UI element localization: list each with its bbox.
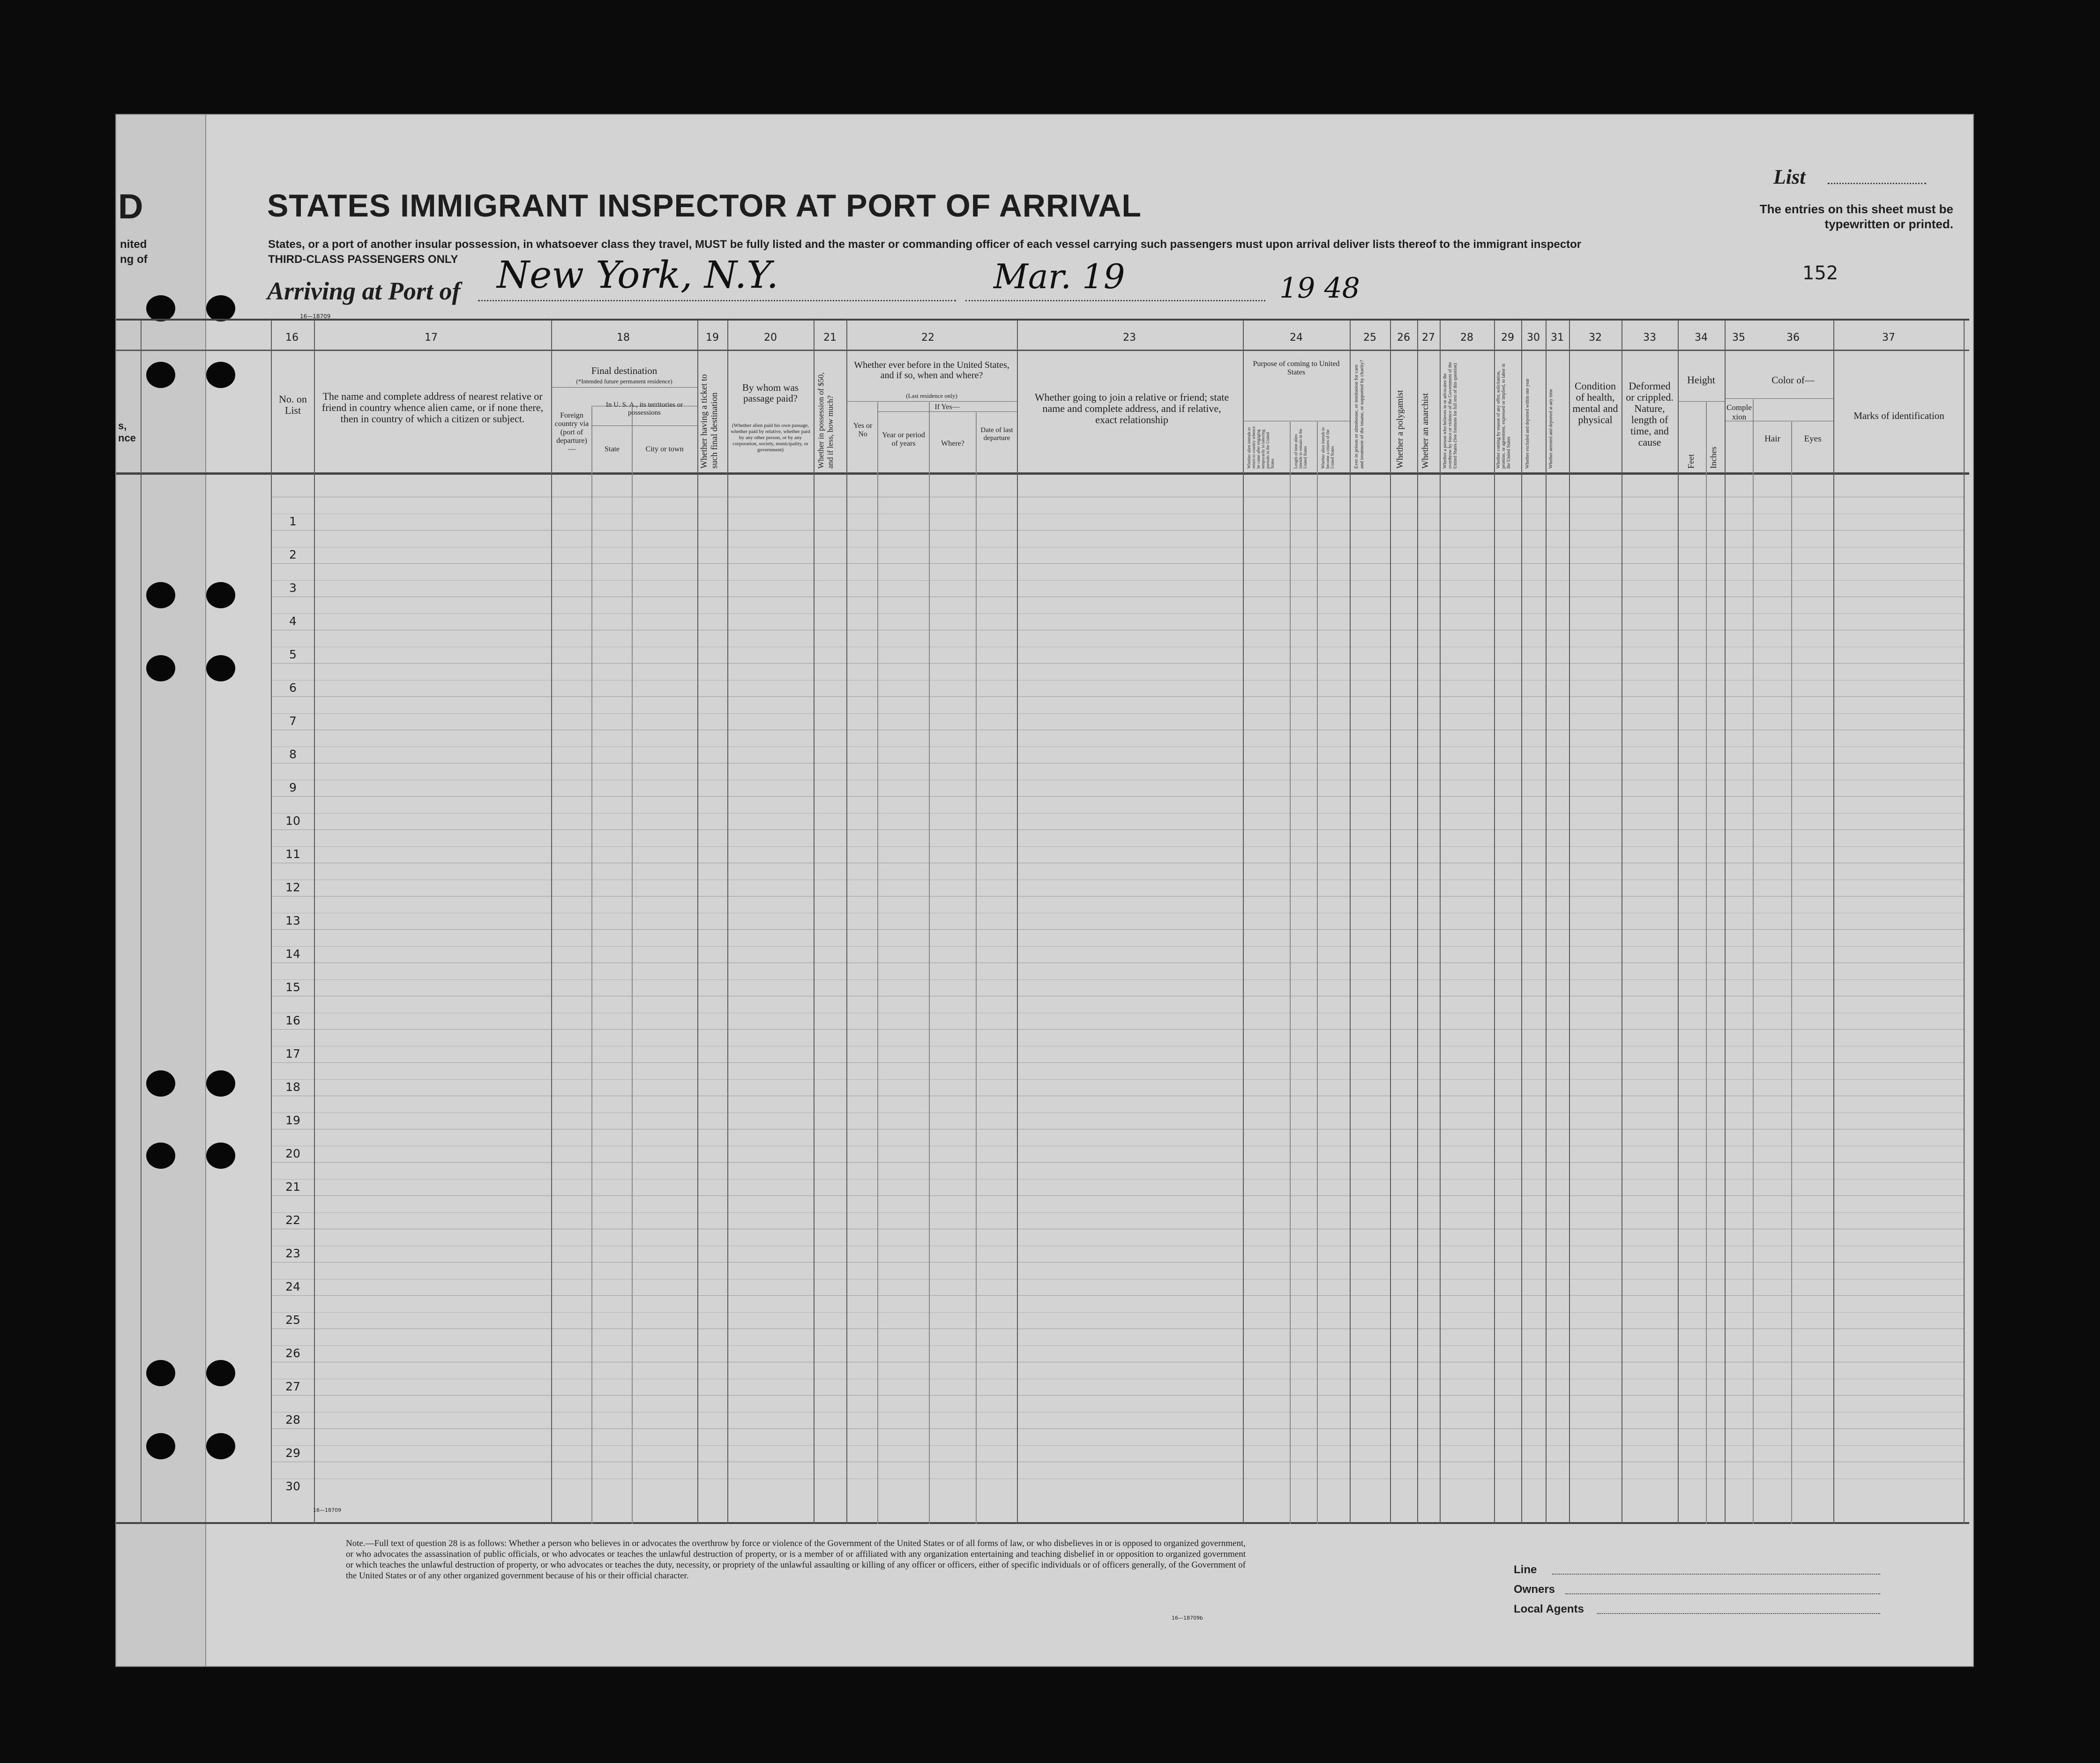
- arriving-date: Mar. 19: [994, 257, 1125, 296]
- header-state: State: [605, 445, 620, 453]
- header-excluded: Whether excluded and deported within one year: [1525, 378, 1530, 469]
- header-nearest-relative: The name and complete address of nearest relative or friend in country whence alien came, or if none there, then in country of which a citizen or subject.: [321, 390, 544, 425]
- column-rule: [846, 320, 847, 1524]
- row-number: 19: [285, 1113, 300, 1127]
- row-number: 14: [285, 947, 300, 961]
- header-passage-paid: By whom was passage paid?: [742, 382, 799, 404]
- punch-hole: [206, 1433, 235, 1459]
- footnote-code: 16—18709b: [1172, 1615, 1203, 1621]
- row-rule: [271, 929, 1964, 930]
- header-join-relative: Whether going to join a relative or friend; state name and complete address, and if relative, exact relationship: [1034, 391, 1229, 426]
- punch-hole: [206, 362, 235, 388]
- row-number: 6: [289, 681, 297, 695]
- col-number: 22: [921, 332, 934, 344]
- row-number: 23: [285, 1247, 300, 1260]
- row-rule: [271, 1395, 1964, 1396]
- column-rule: [1546, 320, 1547, 1524]
- form-code: 16—18709: [300, 313, 331, 320]
- header-offer-labor: Whether coming by reason of any offer, solicitation, promise, or agreement, expressed or implied, to labor in the United States: [1496, 363, 1511, 469]
- header-passage-paid-sub: (Whether alien paid his own passage, whether paid by relative, whether paid by any other person, or by any corporation, society, municipality, or government): [731, 423, 810, 453]
- punch-hole: [146, 655, 175, 681]
- row-number: 3: [289, 581, 297, 595]
- column-rule: [697, 320, 698, 1524]
- table-top-border: [116, 319, 1969, 321]
- header-usa: In U. S. A., its territories or possessions: [605, 401, 683, 417]
- column-rule: [1390, 320, 1391, 1524]
- row-rule: [271, 1428, 1964, 1429]
- arriving-port: New York, N.Y.: [497, 253, 779, 297]
- col-number: 16: [285, 332, 299, 344]
- header-foreign-country: Foreign country via (port of departure)—: [554, 411, 589, 453]
- row-rule: [271, 1295, 1964, 1296]
- left-fragment-text: s,: [118, 420, 127, 432]
- row-rule: [271, 1195, 1964, 1196]
- row-number: 13: [285, 914, 300, 927]
- header-purpose-c: Whether alien intends to become a citizen of the United States: [1321, 427, 1335, 469]
- col-number: 24: [1290, 332, 1303, 344]
- table-bottom-border: [116, 1522, 1969, 1524]
- line-label: Line: [1514, 1563, 1537, 1576]
- row-number: 24: [285, 1280, 300, 1293]
- left-fragment-text: ng of: [120, 253, 148, 266]
- header-anarchist: Whether an anarchist: [1420, 393, 1430, 469]
- header-where: Where?: [941, 440, 964, 448]
- column-rule: [1569, 320, 1570, 1524]
- column-rule: [1521, 320, 1522, 1524]
- col-number: 31: [1551, 332, 1564, 344]
- header-final-destination-sub: (*Intended future permanent residence): [576, 378, 673, 385]
- punch-hole: [146, 295, 175, 321]
- header-city: City or town: [645, 445, 684, 453]
- row-rule: [271, 1445, 1964, 1446]
- row-rule: [271, 1179, 1964, 1180]
- row-rule: [271, 713, 1964, 714]
- punch-hole: [206, 295, 235, 321]
- row-number: 26: [285, 1346, 300, 1360]
- row-number: 9: [289, 781, 297, 794]
- header-purpose: Purpose of coming to United States: [1253, 360, 1340, 376]
- row-number: 2: [289, 548, 297, 561]
- row-number: 4: [289, 614, 297, 628]
- row-rule: [271, 979, 1964, 980]
- column-rule: [814, 320, 815, 1524]
- column-rule: [1017, 320, 1018, 1524]
- row-rule: [271, 1212, 1964, 1213]
- header-yes-no: Yes or No: [853, 422, 873, 438]
- row-number: 8: [289, 747, 297, 761]
- punch-hole: [146, 582, 175, 608]
- header-inches: Inches: [1709, 447, 1718, 469]
- row-rule: [271, 1029, 1964, 1030]
- header-ever-before-sub: (Last residence only): [906, 392, 957, 399]
- punch-hole: [146, 362, 175, 388]
- owners-underline: [1565, 1593, 1880, 1594]
- row-number: 17: [285, 1047, 300, 1061]
- title-fragment: D: [118, 187, 144, 226]
- row-rule: [271, 1162, 1964, 1163]
- subheader-rule: [1678, 401, 1725, 402]
- column-rule: [141, 320, 142, 1524]
- col-number: 18: [617, 332, 630, 344]
- row-number: 5: [289, 648, 297, 661]
- col-number: 19: [706, 332, 719, 344]
- punch-hole: [206, 1360, 235, 1386]
- column-rule: [1350, 320, 1351, 1524]
- column-rule: [632, 407, 633, 1524]
- header-if-yes: If Yes—: [934, 403, 960, 411]
- row-number: 25: [285, 1313, 300, 1327]
- list-underline: [1828, 183, 1926, 184]
- row-rule: [271, 846, 1964, 847]
- row-number: 20: [285, 1147, 300, 1160]
- column-rule: [1833, 320, 1834, 1524]
- col-number: 36: [1786, 332, 1800, 344]
- subheader-rule: [846, 401, 1017, 402]
- header-purpose-a: Whether alien intends to return to country whence he came after engaging temporarily in laboring pursuits in the United States: [1247, 426, 1275, 469]
- column-rule: [727, 320, 728, 1524]
- column-rule: [1494, 320, 1495, 1524]
- subheader-rule: [1725, 398, 1833, 399]
- punch-hole: [206, 1070, 235, 1097]
- header-polygamist: Whether a polygamist: [1395, 390, 1405, 469]
- header-prison: Ever in prison or almshouse, or institution for care and treatment of the insane, or supported by charity?: [1353, 360, 1365, 469]
- column-rule: [1753, 399, 1754, 1524]
- row-rule: [271, 796, 1964, 797]
- agents-underline: [1597, 1613, 1880, 1614]
- header-arrested: Whether arrested and deported at any time: [1548, 389, 1554, 469]
- row-rule: [271, 613, 1964, 614]
- column-rule: [877, 402, 878, 1524]
- form-subtitle: States, or a port of another insular possession, in whatsoever class they travel, MUST be fully listed and the master or commanding officer of each vessel carrying such passengers must upon arrival deliver lists thereof to the immigrant inspector: [268, 238, 1582, 251]
- header-eyes: Eyes: [1804, 434, 1822, 444]
- row-rule: [271, 829, 1964, 830]
- row-number: 15: [285, 980, 300, 994]
- typewritten-note: The entries on this sheet must be typewritten or printed.: [1759, 202, 1953, 231]
- agents-label: Local Agents: [1514, 1603, 1584, 1615]
- row-number: 10: [285, 814, 300, 828]
- col-number: 20: [764, 332, 777, 344]
- header-hair: Hair: [1764, 434, 1780, 444]
- header-purpose-b: Length of time alien intends to remain in the United States: [1293, 429, 1308, 469]
- col-number: 33: [1643, 332, 1656, 344]
- punch-hole: [146, 1360, 175, 1386]
- header-complexion: Complexion: [1726, 403, 1752, 421]
- punch-hole: [206, 655, 235, 681]
- punch-hole: [206, 582, 235, 608]
- owners-label: Owners: [1514, 1583, 1555, 1596]
- row-rule: [271, 563, 1964, 564]
- header-bottom-rule: [116, 472, 1969, 475]
- column-rule: [1791, 422, 1792, 1524]
- column-rule: [1725, 320, 1726, 1524]
- row-number: 7: [289, 714, 297, 728]
- header-date-last-departure: Date of last departure: [980, 426, 1013, 442]
- row-rule: [271, 1312, 1964, 1313]
- page-number: 152: [1802, 262, 1838, 284]
- column-rule: [929, 402, 930, 1524]
- col-number: 35: [1732, 332, 1745, 344]
- row-number: 18: [285, 1080, 300, 1094]
- line-underline: [1552, 1574, 1880, 1575]
- row-number: 29: [285, 1446, 300, 1460]
- col-number: 28: [1460, 332, 1473, 344]
- column-rule: [1243, 320, 1244, 1524]
- row-rule: [271, 946, 1964, 947]
- date-underline: [965, 300, 1265, 301]
- header-health: Condition of health, mental and physical: [1572, 380, 1618, 426]
- col-number: 34: [1695, 332, 1708, 344]
- footnote: Note.—Full text of question 28 is as follows: Whether a person who believes in or advocates the overthrow by force or violence of the Government of the United States or of all forms of law, or who disbelieves in or is opposed to organized government, or who advocates the assassination of public officials, or who advocates or teaches the unlawful destruction of property, or is a member of or affiliated with any organization entertaining and teaching disbelief in or opposition to organized government or which teaches the unlawful destruction of property, or who advocates or teaches the duty, necessity, or propriety of the unlawful assaulting or killing of any officer or officers, either of specific individuals or of officers generally, of the Government of the United States or of any other organized government because of his or their official character.: [346, 1539, 1246, 1581]
- header-no-on-list: No. on List: [279, 393, 307, 416]
- arriving-year: 19 48: [1279, 272, 1360, 305]
- left-fragment-text: nited: [120, 238, 147, 251]
- column-rule: [1290, 422, 1291, 1524]
- row-rule: [271, 1062, 1964, 1063]
- column-rule: [1706, 402, 1707, 1524]
- col-number: 21: [823, 332, 837, 344]
- header-ticket: Whether having a ticket to such final destination: [699, 374, 719, 469]
- col-number: 27: [1422, 332, 1435, 344]
- row-number: 1: [289, 515, 297, 528]
- header-ever-before: Whether ever before in the United States, and if so, when and where?: [854, 360, 1009, 381]
- col-number: 17: [425, 332, 438, 344]
- col-number: 37: [1882, 332, 1895, 344]
- column-rule: [314, 320, 315, 1524]
- form-code-bottom: 16—18709: [313, 1507, 341, 1513]
- col-number: 30: [1527, 332, 1540, 344]
- punch-hole: [146, 1433, 175, 1459]
- header-height: Height: [1687, 374, 1715, 386]
- left-fragment-text: nce: [118, 432, 136, 444]
- row-number: 22: [285, 1213, 300, 1227]
- column-rule: [976, 412, 977, 1524]
- subheader-rule: [551, 387, 697, 388]
- row-number: 30: [285, 1479, 300, 1493]
- column-rule: [271, 320, 272, 1524]
- row-rule: [271, 580, 1964, 581]
- arriving-label: Arriving at Port of: [267, 277, 461, 305]
- row-number: 12: [285, 881, 300, 894]
- list-label: List: [1773, 165, 1806, 188]
- header-final-destination: Final destination: [591, 365, 658, 376]
- col-number: 25: [1363, 332, 1376, 344]
- form-title: STATES IMMIGRANT INSPECTOR AT PORT OF ARRIVAL: [267, 188, 1142, 224]
- row-number: 27: [285, 1380, 300, 1393]
- row-number: 16: [285, 1014, 300, 1027]
- row-rule: [271, 663, 1964, 664]
- row-number: 21: [285, 1180, 300, 1194]
- row-rule: [271, 1079, 1964, 1080]
- column-rule: [551, 320, 552, 1524]
- col-number: 23: [1123, 332, 1136, 344]
- header-deformed: Deformed or crippled. Nature, length of time, and cause: [1626, 380, 1674, 448]
- column-rule: [1317, 422, 1318, 1524]
- header-overthrow: Whether a person who believes in or advocates the overthrow by force or violence of the Government of the United States (See footnote for full text of this question): [1442, 362, 1458, 469]
- punch-hole: [206, 1143, 235, 1169]
- column-rule: [591, 407, 592, 1524]
- column-number-rule: [116, 350, 1969, 351]
- column-rule: [1678, 320, 1679, 1524]
- row-rule: [271, 813, 1964, 814]
- punch-hole: [146, 1143, 175, 1169]
- column-rule: [1417, 320, 1418, 1524]
- header-period: Year or period of years: [882, 431, 925, 448]
- col-number: 29: [1501, 332, 1514, 344]
- header-marks: Marks of identification: [1853, 410, 1944, 421]
- row-number: 28: [285, 1413, 300, 1427]
- column-rule: [1964, 320, 1965, 1524]
- form-sheet: [116, 115, 1973, 1666]
- column-rule: [1440, 320, 1441, 1524]
- row-rule: [271, 1345, 1964, 1346]
- class-line: THIRD-CLASS PASSENGERS ONLY: [268, 253, 458, 266]
- header-feet: Feet: [1686, 454, 1696, 469]
- port-underline: [478, 300, 956, 301]
- row-number: 11: [285, 847, 300, 861]
- header-fifty-dollars: Whether in possession of $50, and if less, how much?: [816, 372, 835, 469]
- row-rule: [271, 696, 1964, 697]
- col-number: 32: [1589, 332, 1602, 344]
- punch-hole: [146, 1070, 175, 1097]
- col-number: 26: [1397, 332, 1410, 344]
- header-color-of: Color of—: [1771, 374, 1815, 386]
